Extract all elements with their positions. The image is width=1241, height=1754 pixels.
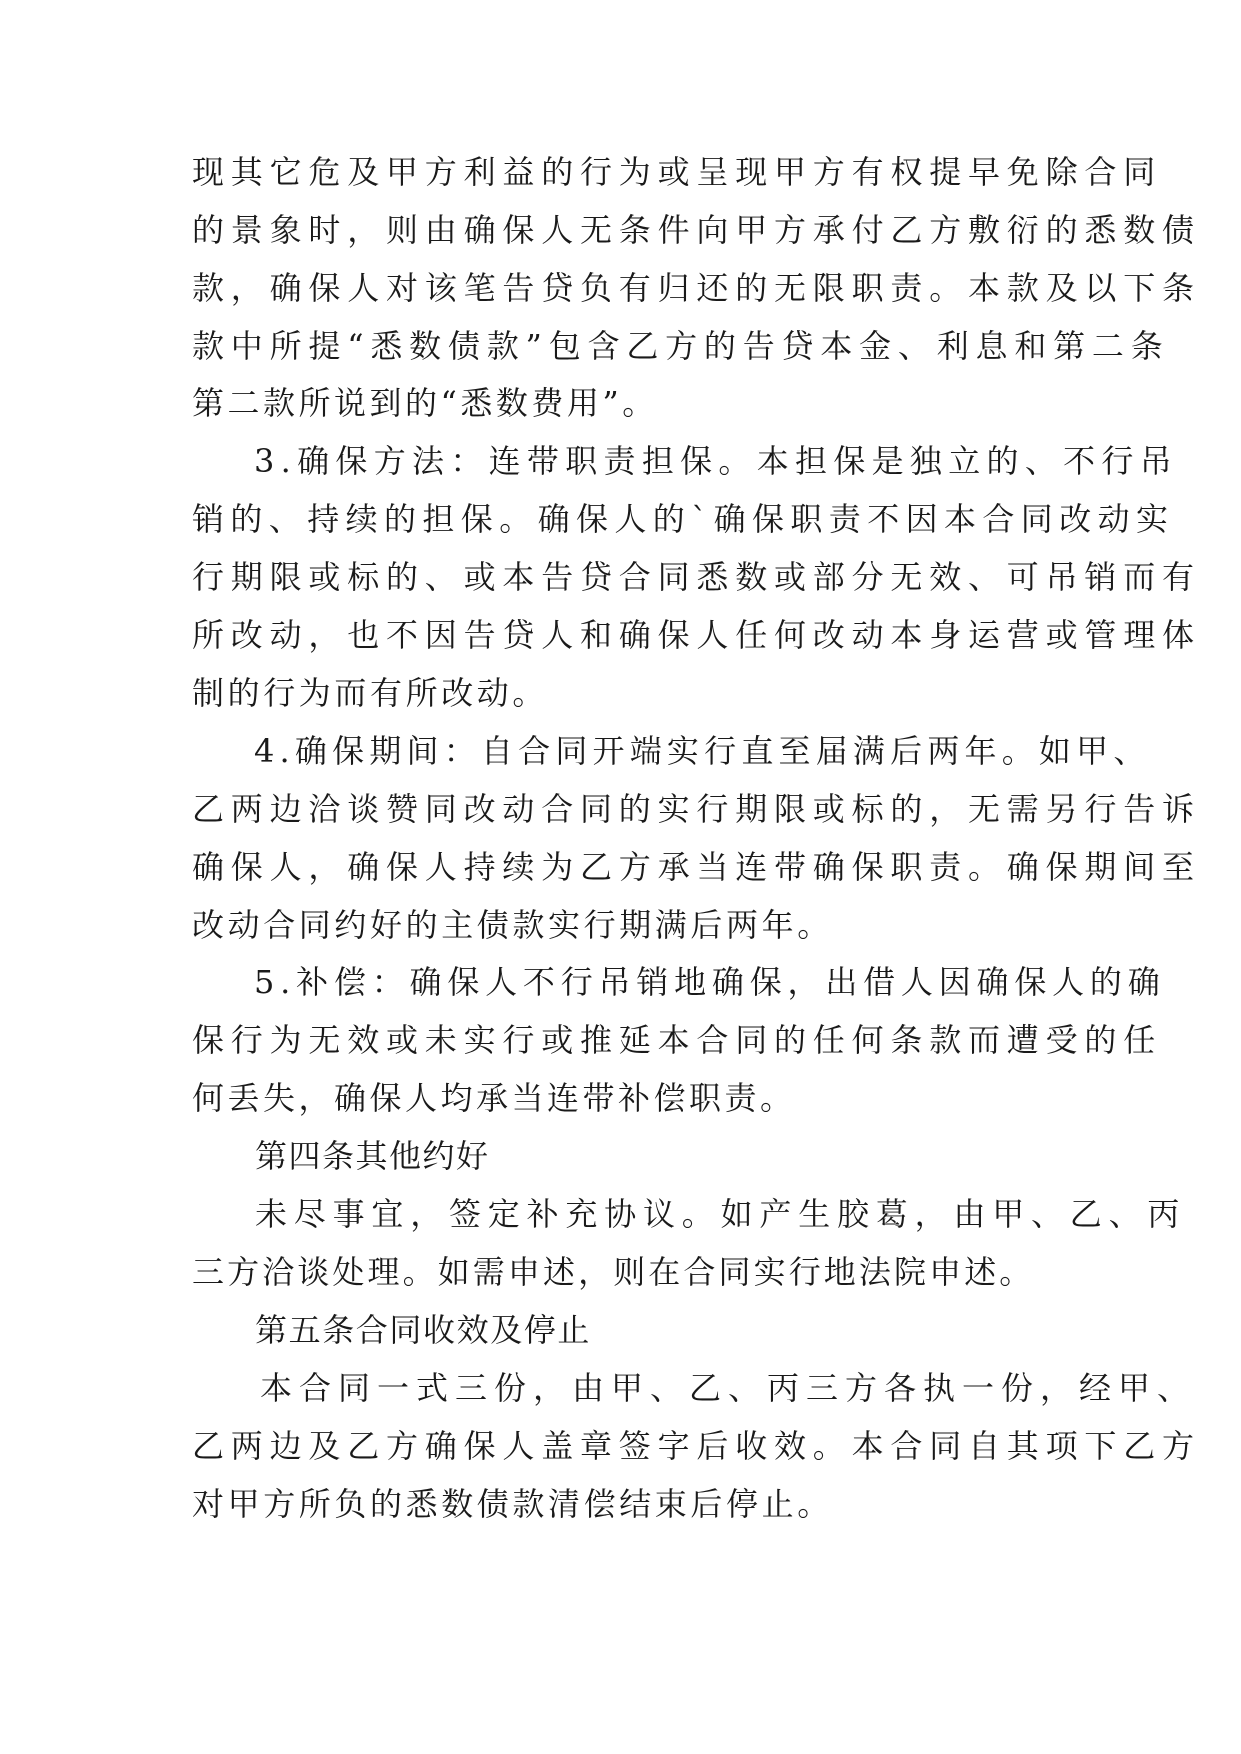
text-line: 行期限或标的、或本告贷合同悉数或部分无效、可吊销而有 <box>192 558 1201 596</box>
text-line: 制的行为而有所改动。 <box>192 674 549 712</box>
text-line: 销的、持续的担保。确保人的`确保职责不因本合同改动实 <box>192 500 1175 538</box>
text-line: 改动合同约好的主债款实行期满后两年。 <box>192 906 833 944</box>
text-line: 现其它危及甲方利益的行为或呈现甲方有权提早免除合同 <box>192 153 1163 191</box>
text-line: 3.确保方法：连带职责担保。本担保是独立的、不行吊 <box>254 442 1179 480</box>
text-line: 对甲方所负的悉数债款清偿结束后停止。 <box>192 1485 833 1523</box>
text-line: 未尽事宜，签定补充协议。如产生胶葛，由甲、乙、丙 <box>255 1195 1187 1233</box>
text-line: 何丢失，确保人均承当连带补偿职责。 <box>192 1079 796 1117</box>
text-line: 款中所提“悉数债款”包含乙方的告贷本金、利息和第二条 <box>192 327 1170 365</box>
section-heading: 第四条其他约好 <box>255 1137 490 1175</box>
text-line: 乙两边及乙方确保人盖章签字后收效。本合同自其项下乙方 <box>192 1427 1201 1465</box>
text-line: 的景象时，则由确保人无条件向甲方承付乙方敷衍的悉数债 <box>192 211 1201 249</box>
text-line: 所改动，也不因告贷人和确保人任何改动本身运营或管理体 <box>192 616 1201 654</box>
section-heading: 第五条合同收效及停止 <box>255 1311 592 1349</box>
text-line: 5.补偿：确保人不行吊销地确保，出借人因确保人的确 <box>254 963 1166 1001</box>
text-line: 保行为无效或未实行或推延本合同的任何条款而遭受的任 <box>192 1021 1163 1059</box>
text-line: 乙两边洽谈赞同改动合同的实行期限或标的，无需另行告诉 <box>192 790 1201 828</box>
text-line: 4.确保期间：自合同开端实行直至届满后两年。如甲、 <box>254 732 1151 770</box>
text-line: 三方洽谈处理。如需申述，则在合同实行地法院申述。 <box>192 1253 1035 1291</box>
text-line: 本合同一式三份，由甲、乙、丙三方各执一份，经甲、 <box>260 1369 1197 1407</box>
text-line: 第二款所说到的“悉数费用”。 <box>192 384 658 422</box>
text-line: 款，确保人对该笔告贷负有归还的无限职责。本款及以下条 <box>192 269 1201 307</box>
text-line: 确保人，确保人持续为乙方承当连带确保职责。确保期间至 <box>192 848 1201 886</box>
